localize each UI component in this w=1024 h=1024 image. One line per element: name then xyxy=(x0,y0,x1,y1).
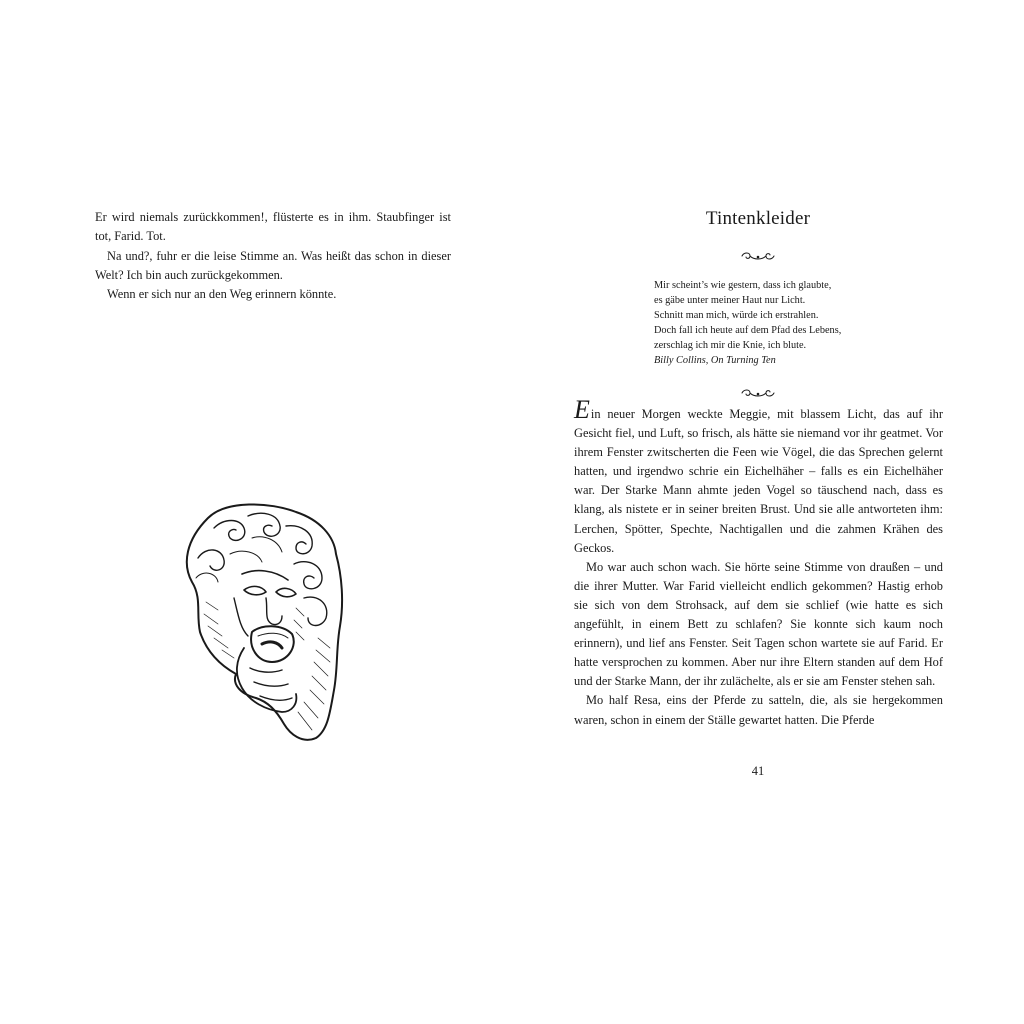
paragraph-text: in neuer Morgen weckte Meggie, mit blassem Licht, das auf ihr Gesicht fiel, und Luft, so frisch, als hätte sie niemand vor ihr geatmet. Vor ihrem Fenster zwitscherten die Feen wie Vögel, die das Sprechen gelernt hatten, und irgendwo schrie ein Eichelhäher – falls es ein Eichelhäher war. Der Starke Mann ahmte jeden Vogel so täuschend nach, dass es klang, als nistete er in seiner breiten Brust. Und sie alle antworteten ihm: Lerchen, Spötter, Spechte, Nachtigallen und die zahmen Krähen des Geckos. xyxy=(574,407,943,555)
epigraph-line: es gäbe unter meiner Haut nur Licht. xyxy=(654,295,806,307)
epigraph-line: Doch fall ich heute auf dem Pfad des Lebens, xyxy=(654,325,842,337)
grotesque-face-illustration xyxy=(178,498,348,742)
paragraph: Na und?, fuhr er die leise Stimme an. Was heißt das schon in dieser Welt? Ich bin auch zurückgekommen. xyxy=(95,248,451,282)
chapter-title: Tintenkleider xyxy=(705,208,811,229)
left-page-text xyxy=(95,208,451,304)
drop-cap: E xyxy=(574,395,590,424)
epigraph-line: Schnitt man mich, würde ich erstrahlen. xyxy=(654,310,819,322)
paragraph: Mo war auch schon wach. Sie hörte seine Stimme von draußen – und die ihrer Mutter. War Farid vielleicht endlich gekommen? Hastig erhob sie sich von dem Strohsack, auf dem sie schlief (wie hatte es sich angefühlt, in einem Bett zu schlafen? Sie konnte sich kaum noch erinnern), und lief ans Fenster. Seit Tagen schon wartete sie auf Farid. Er hatte versprochen zu kommen. Aber nur ihre Eltern standen auf dem Hof und der Starke Mann, der ihr zulächelte, als er sie am Fenster stehen sah. xyxy=(574,559,943,689)
paragraph: Mo half Resa, eins der Pferde zu satteln, die, als sie hergekommen waren, schon in einem der Ställe gewartet hatten. Die Pferde xyxy=(574,693,943,727)
right-page xyxy=(512,0,1024,1024)
paragraph: Er wird niemals zurückkommen!, flüsterte es in ihm. Staubfinger ist tot, Farid. Tot. xyxy=(95,210,451,244)
paragraph: Wenn er sich nur an den Weg erinnern könnte. xyxy=(107,287,337,302)
epigraph-line: zerschlag ich mir die Knie, ich blute. xyxy=(654,340,807,352)
scroll-ornament-icon xyxy=(728,251,788,261)
epigraph xyxy=(654,278,914,369)
chapter-body xyxy=(574,395,943,730)
epigraph-source: Billy Collins, On Turning Ten xyxy=(654,355,776,367)
paragraph xyxy=(574,395,943,558)
scroll-ornament-icon xyxy=(728,388,788,398)
epigraph-line: Mir scheint’s wie gestern, dass ich glaubte, xyxy=(654,280,832,291)
page-number: 41 xyxy=(751,764,765,778)
